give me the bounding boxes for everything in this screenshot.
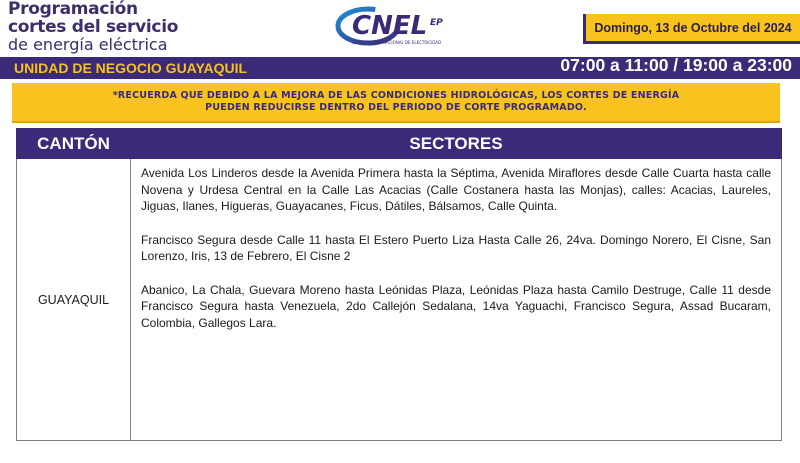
sector-paragraph: Francisco Segura desde Calle 11 hasta El Estero Puerto Liza Hasta Calle 26, 24va. Domingo Norero, El Cisne, San Lorenzo, Iris, 13 de Febrero, El Cisne 2	[141, 232, 771, 263]
title-line-2: cortes del servicio	[8, 17, 179, 37]
logo-subtitle: CORPORACIÓN NACIONAL DE ELECTRICIDAD	[352, 40, 442, 45]
logo-text: CNEL	[352, 11, 428, 41]
logo-suffix: EP	[430, 18, 443, 28]
title-line-3: de energía eléctrica	[8, 35, 168, 54]
business-unit-label: UNIDAD DE NEGOCIO GUAYAQUIL	[14, 60, 248, 76]
sectors-table	[16, 128, 782, 441]
cnel-logo	[330, 4, 480, 56]
sectors-cell	[131, 159, 782, 441]
table-row	[17, 159, 782, 441]
column-header-sectores: SECTORES	[131, 129, 782, 159]
table-header-row	[17, 129, 782, 159]
canton-cell: GUAYAQUIL	[17, 159, 131, 441]
notice-line-2: PUEDEN REDUCIRSE DENTRO DEL PERIODO DE CORTE PROGRAMADO.	[205, 102, 587, 113]
page-title	[8, 0, 178, 54]
hydrological-notice	[12, 83, 780, 123]
title-line-1: Programación	[8, 0, 138, 19]
notice-line-1: *RECUERDA QUE DEBIDO A LA MEJORA DE LAS CONDICIONES HIDROLÓGICAS, LOS CORTES DE ENERGÍA	[112, 90, 680, 101]
outage-schedule: 07:00 a 11:00 / 19:00 a 23:00	[560, 55, 792, 75]
date-badge: Domingo, 13 de Octubre del 2024	[583, 14, 800, 44]
sector-paragraph: Abanico, La Chala, Guevara Moreno hasta Leónidas Plaza, Leónidas Plaza hasta Camilo Destruge, Calle 11 desde Francisco Segura hasta Venezuela, 2do Callejón Sedalana, 14va Yaguachi, Francisco Segura, Assad Bucaram, Colombia, Gallegos Lara.	[141, 282, 771, 330]
column-header-canton: CANTÓN	[17, 129, 131, 159]
sector-paragraph: Avenida Los Linderos desde la Avenida Primera hasta la Séptima, Avenida Miraflores desde Calle Cuarta hasta calle Novena y Urdesa Central en la Calle Las Acacias (Calle Costanera hasta las Monjas), calles: Acacias, Laureles, Jiguas, Ilanes, Higueras, Guayacanes, Ficus, Dátiles, Bálsamos, Calle Quinta.	[141, 166, 771, 213]
